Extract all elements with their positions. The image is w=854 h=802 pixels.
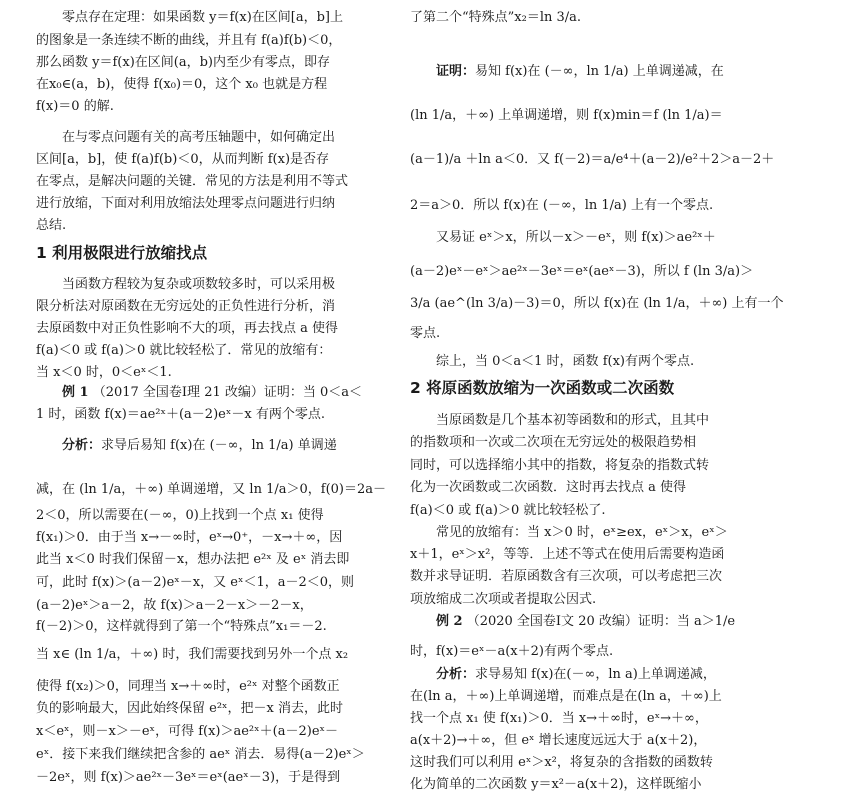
text-line: 此当 x＜0 时我们保留－x，想办法把 e²ˣ 及 eˣ 消去即 xyxy=(36,552,350,567)
text-line: 当原函数是几个基本初等函数和的形式，且其中 xyxy=(436,413,710,428)
text-line: eˣ．接下来我们继续把含参的 aeˣ 消去．易得(a－2)eˣ＞ xyxy=(36,747,365,762)
line-text: （2017 全国卷Ⅰ理 21 改编）证明：当 0＜a＜ xyxy=(88,385,363,400)
text-line: 2＝a＞0．所以 f(x)在 (－∞，ln 1/a) 上有一个零点. xyxy=(410,198,714,213)
line-text: 易知 f(x)在 (－∞，ln 1/a) 上单调递减，在 xyxy=(475,64,724,79)
lead-label: 分析： xyxy=(62,438,102,453)
text-line: 在与零点问题有关的高考压轴题中，如何确定出 xyxy=(62,130,336,145)
text-line: 这时我们可以利用 eˣ＞x²，将复杂的含指数的函数转 xyxy=(410,755,713,770)
text-line: x＋1，eˣ＞x²，等等．上述不等式在使用后需要构造函 xyxy=(410,547,725,562)
text-line: 找一个点 x₁ 使 f(x₁)＞0．当 x→＋∞时，eˣ→＋∞， xyxy=(410,711,708,726)
text-line: 2＜0，所以需要在(－∞，0)上找到一个点 x₁ 使得 xyxy=(36,508,324,523)
text-line: f(x₁)＞0．由于当 x→－∞时，eˣ→0⁺，－x→＋∞，因 xyxy=(36,530,343,545)
text-line: x＜eˣ，则－x＞－eˣ，可得 f(x)＞ae²ˣ＋(a－2)eˣ－ xyxy=(36,724,339,739)
text-line: 那么函数 y＝f(x)在区间(a，b)内至少有零点，即存 xyxy=(36,55,330,70)
text-line: 时，f(x)＝eˣ－a(x＋2)有两个零点. xyxy=(410,644,614,659)
text-line xyxy=(410,62,724,82)
text-line: (ln 1/a，＋∞) 上单调递增，则 f(x)min＝f (ln 1/a)＝ xyxy=(410,108,723,123)
text-line xyxy=(410,665,716,685)
text-line: 又易证 eˣ＞x，所以－x＞－eˣ，则 f(x)＞ae²ˣ＋ xyxy=(436,230,716,245)
line-text: 求导易知 f(x)在(－∞，ln a)上单调递减， xyxy=(475,667,716,682)
text-line: a(x＋2)→＋∞，但 eˣ 增长速度远远大于 a(x＋2)， xyxy=(410,733,707,748)
text-line xyxy=(36,436,337,456)
text-line: 了第二个“特殊点”x₂＝ln 3/a. xyxy=(410,10,582,25)
lead-label: 例 1 xyxy=(62,385,89,400)
section-heading: 1 利用极限进行放缩找点 xyxy=(36,244,208,262)
text-line: 当 x∈ (ln 1/a，＋∞) 时，我们需要找到另外一个点 x₂ xyxy=(36,647,349,662)
lead-label: 证明： xyxy=(436,64,476,79)
text-line: 化为一次函数或二次函数．这时再去找点 a 使得 xyxy=(410,480,687,495)
text-line: 同时，可以选择缩小其中的指数，将复杂的指数式转 xyxy=(410,458,710,473)
text-line xyxy=(410,612,735,632)
text-line: (a－1)/a ＋ln a＜0．又 f(－2)＝a/e⁴＋(a－2)/e²＋2＞a－2＋ xyxy=(410,152,775,167)
text-line: 零点存在定理：如果函数 y＝f(x)在区间[a，b]上 xyxy=(62,10,343,25)
text-line: 的指数项和一次或二次项在无穷远处的极限趋势相 xyxy=(410,435,697,450)
text-line: f(a)＜0 或 f(a)＞0 就比较轻松了. xyxy=(410,503,606,518)
text-line: 可，此时 f(x)＞(a－2)eˣ－x，又 eˣ＜1，a－2＜0，则 xyxy=(36,575,355,590)
text-line: 化为简单的二次函数 y＝x²－a(x＋2)，这样既缩小 xyxy=(410,777,702,792)
text-line: 在x₀∈(a，b)，使得 f(x₀)＝0，这个 x₀ 也就是方程 xyxy=(36,77,328,92)
text-line: 常见的放缩有：当 x＞0 时，eˣ≥ex，eˣ＞x，eˣ＞ xyxy=(436,525,728,540)
line-text: 求导后易知 f(x)在 (－∞，ln 1/a) 单调递 xyxy=(101,438,337,453)
text-line: (a－2)eˣ－eˣ＞ae²ˣ－3eˣ＝eˣ(aeˣ－3)，所以 f (ln 3/a)＞ xyxy=(410,264,754,279)
text-line: 当 x＜0 时，0＜eˣ＜1. xyxy=(36,365,172,380)
section-heading: 2 将原函数放缩为一次函数或二次函数 xyxy=(410,379,675,397)
text-line: 1 时，函数 f(x)＝ae²ˣ＋(a－2)eˣ－x 有两个零点. xyxy=(36,407,325,422)
text-line: f(x)＝0 的解. xyxy=(36,99,114,114)
text-line: 使得 f(x₂)＞0，同理当 x→＋∞时，e²ˣ 对整个函数正 xyxy=(36,679,340,694)
text-line: 在(ln a，＋∞)上单调递增，而难点是在(ln a，＋∞)上 xyxy=(410,689,722,704)
text-line: 进行放缩，下面对利用放缩法处理零点问题进行归纳 xyxy=(36,196,336,211)
line-text: （2020 全国卷Ⅰ文 20 改编）证明：当 a＞1/e xyxy=(462,614,736,629)
lead-label: 例 2 xyxy=(436,614,463,629)
text-line: 项放缩成二次项或者提取公因式. xyxy=(410,592,597,607)
text-line: 综上，当 0＜a＜1 时，函数 f(x)有两个零点. xyxy=(436,354,695,369)
text-line: 当函数方程较为复杂或项数较多时，可以采用极 xyxy=(62,277,336,292)
text-line: 零点. xyxy=(410,326,441,341)
text-line: 3/a (ae^(ln 3/a)－3)＝0，所以 f(x)在 (ln 1/a，＋∞) 上有一个 xyxy=(410,296,784,311)
text-line: f(a)＜0 或 f(a)＞0 就比较轻松了．常见的放缩有： xyxy=(36,343,332,358)
text-line: 负的影响最大，因此始终保留 e²ˣ，把－x 消去，此时 xyxy=(36,701,344,716)
text-line xyxy=(36,383,362,403)
text-line: (a－2)eˣ＞a－2，故 f(x)＞a－2－x＞－2－x， xyxy=(36,598,313,613)
text-line: 限分析法对原函数在无穷远处的正负性进行分析，消 xyxy=(36,299,336,314)
text-line: 在零点，是解决问题的关键．常见的方法是利用不等式 xyxy=(36,174,349,189)
text-line: 减，在 (ln 1/a，＋∞) 单调递增，又 ln 1/a＞0，f(0)＝2a－ xyxy=(36,482,387,497)
text-line: 总结. xyxy=(36,218,67,233)
text-line: 去原函数中对正负性影响不大的项，再去找点 a 使得 xyxy=(36,321,339,336)
text-line: f(－2)＞0，这样就得到了第一个“特殊点”x₁＝－2. xyxy=(36,619,327,634)
text-line: 区间[a，b]，使 f(a)f(b)＜0，从而判断 f(x)是否存 xyxy=(36,152,330,167)
text-line: 的图象是一条连续不断的曲线，并且有 f(a)f(b)＜0， xyxy=(36,33,342,48)
text-line: 数并求导证明．若原函数含有三次项，可以考虑把三次 xyxy=(410,569,723,584)
text-line: －2eˣ，则 f(x)＞ae²ˣ－3eˣ＝eˣ(aeˣ－3)，于是得到 xyxy=(36,770,341,785)
lead-label: 分析： xyxy=(436,667,476,682)
